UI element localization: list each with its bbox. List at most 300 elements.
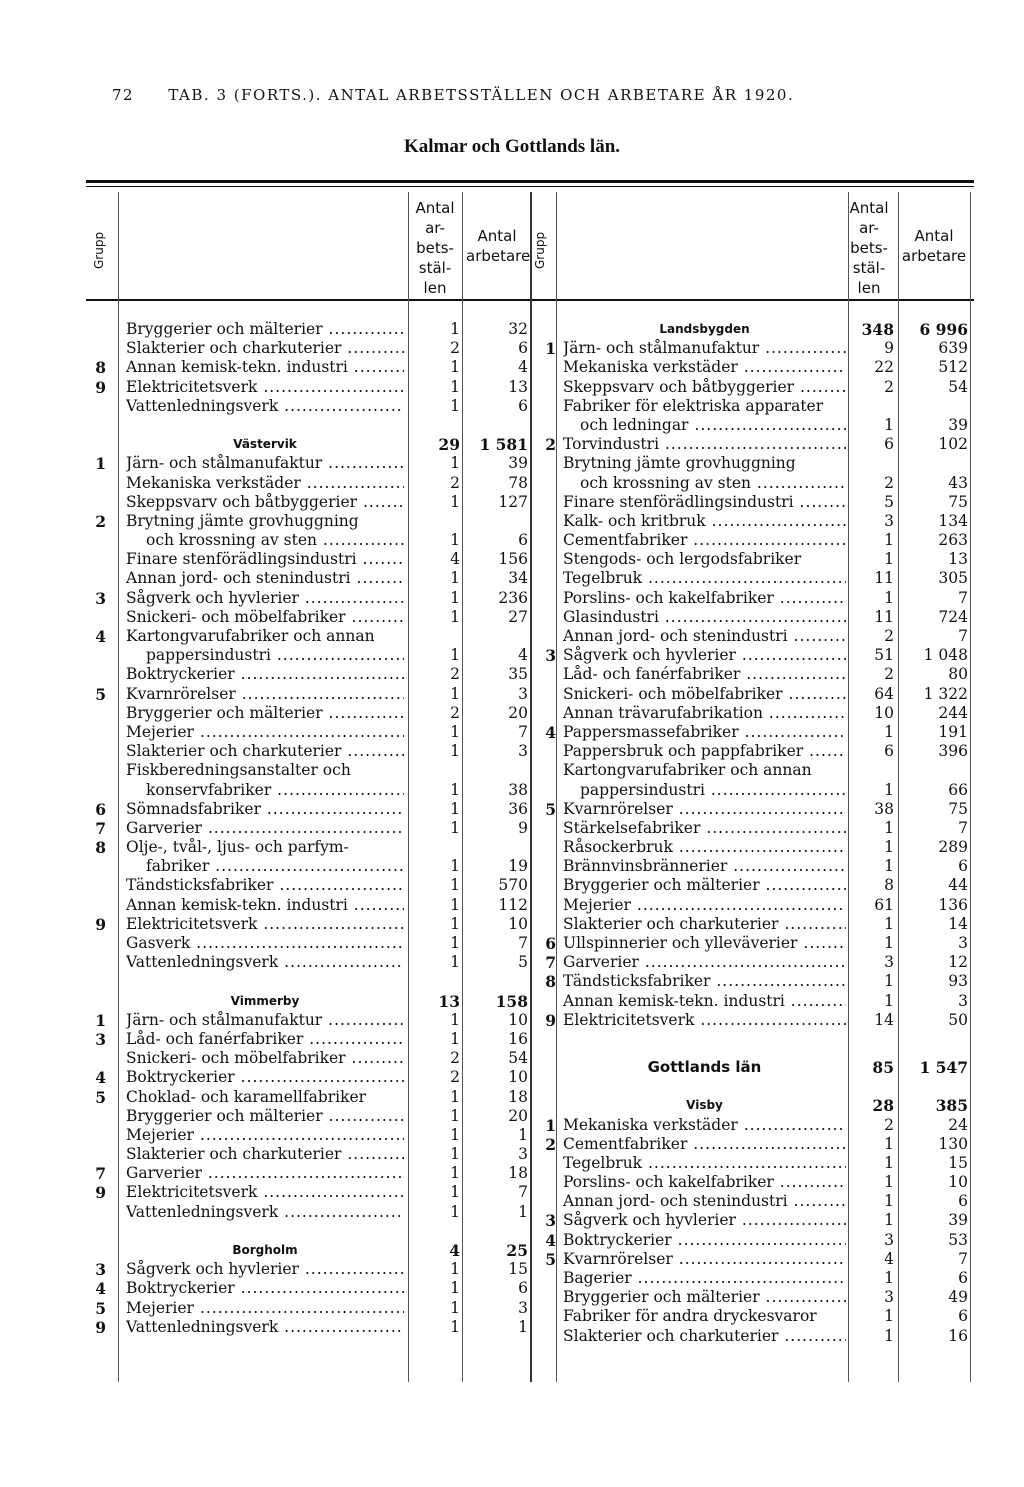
workplaces-count: 1 bbox=[450, 377, 460, 396]
workers-count: 75 bbox=[948, 492, 968, 511]
workers-count: 50 bbox=[948, 1010, 968, 1029]
row-spacer bbox=[0, 1030, 1024, 1058]
workers-count: 191 bbox=[938, 722, 968, 741]
industry-name: Finare stenförädlingsindustri ..... bbox=[126, 550, 404, 569]
workplaces-count: 1 bbox=[450, 358, 460, 377]
workplaces-count: 1 bbox=[884, 780, 894, 799]
workplaces-count: 1 bbox=[450, 818, 460, 837]
workers-count: 39 bbox=[508, 454, 528, 473]
workplaces-count: 28 bbox=[872, 1096, 894, 1116]
industry-name: Elektricitetsverk ..... bbox=[126, 1183, 404, 1202]
workplaces-count: 1 bbox=[450, 1260, 460, 1279]
table-row bbox=[0, 474, 1024, 493]
table-row bbox=[0, 608, 1024, 627]
workers-count: 6 996 bbox=[919, 320, 968, 339]
workers-count: 3 bbox=[518, 1145, 528, 1164]
top-rule-thin bbox=[86, 186, 974, 187]
workplaces-count: 1 bbox=[450, 1106, 460, 1125]
table-row bbox=[0, 454, 1024, 473]
industry-name: Bryggerier och mälterier ..... bbox=[126, 320, 404, 339]
header-antal-arbetsstallen-left: Antal ar- bets- stäl- len bbox=[415, 199, 455, 297]
workplaces-count: 1 bbox=[884, 1153, 894, 1172]
workers-count: 289 bbox=[938, 838, 968, 857]
workers-count: 6 bbox=[958, 1307, 968, 1326]
table-row bbox=[0, 435, 1024, 454]
workplaces-count: 1 bbox=[884, 914, 894, 933]
industry-name: Stengods- och lergodsfabriker bbox=[563, 550, 802, 569]
industry-name: Slakterier och charkuterier ..... bbox=[563, 1327, 846, 1346]
table-row bbox=[0, 896, 1024, 915]
industry-name: Vattenledningsverk ..... bbox=[126, 397, 404, 416]
workers-count: 1 bbox=[518, 1125, 528, 1144]
industry-name: Stärkelsefabriker ..... bbox=[563, 819, 846, 838]
industry-name: Bryggerier och mälterier ..... bbox=[563, 1288, 846, 1307]
workers-count: 16 bbox=[508, 1029, 528, 1048]
industry-name: Boktryckerier ..... bbox=[126, 665, 404, 684]
table-row bbox=[0, 857, 1024, 876]
workers-count: 19 bbox=[508, 857, 528, 876]
workplaces-count: 1 bbox=[884, 415, 894, 434]
industry-name: Kvarnrörelser ..... bbox=[563, 1250, 846, 1269]
row-spacer bbox=[0, 1077, 1024, 1096]
workplaces-count: 2 bbox=[450, 665, 460, 684]
industry-name: Fiskberedningsanstalter och bbox=[126, 761, 351, 780]
workers-count: 10 bbox=[948, 1173, 968, 1192]
industry-name: Bagerier ..... bbox=[563, 1269, 846, 1288]
table-row bbox=[0, 378, 1024, 397]
table-row bbox=[0, 1173, 1024, 1192]
industry-name: Låd- och fanérfabriker ..... bbox=[563, 665, 846, 684]
page-header bbox=[112, 86, 794, 104]
workplaces-count: 61 bbox=[874, 895, 894, 914]
table-row bbox=[0, 416, 1024, 435]
workers-count: 244 bbox=[938, 703, 968, 722]
workplaces-count: 1 bbox=[450, 320, 460, 338]
group-number: 7 bbox=[545, 953, 556, 973]
workers-count: 20 bbox=[508, 1106, 528, 1125]
workers-count: 54 bbox=[508, 1049, 528, 1068]
workplaces-count: 1 bbox=[450, 934, 460, 952]
workers-count: 724 bbox=[938, 607, 968, 626]
workplaces-count: 1 bbox=[450, 780, 460, 799]
industry-name: Annan jord- och stenindustri ..... bbox=[563, 627, 846, 646]
table-row bbox=[0, 723, 1024, 742]
subheading-row bbox=[0, 1058, 1024, 1077]
industry-name: Elektricitetsverk ..... bbox=[126, 378, 404, 397]
workers-count: 6 bbox=[518, 531, 528, 550]
industry-name: Bryggerier och mälterier ..... bbox=[126, 704, 404, 723]
table-row bbox=[0, 339, 1024, 358]
industry-name: Brytning jämte grovhuggning bbox=[126, 511, 359, 530]
workplaces-count: 1 bbox=[450, 857, 460, 876]
group-number: 1 bbox=[545, 1115, 556, 1135]
workplaces-count: 4 bbox=[884, 1249, 894, 1268]
industry-name: Tegelbruk ..... bbox=[563, 569, 846, 588]
workers-count: 13 bbox=[948, 550, 968, 569]
group-number: 1 bbox=[95, 454, 106, 474]
table-row bbox=[0, 915, 1024, 934]
place-name: Gottlands län bbox=[647, 1057, 762, 1076]
workplaces-count: 1 bbox=[884, 934, 894, 952]
workers-count: 4 bbox=[518, 646, 528, 665]
workplaces-count: 348 bbox=[861, 320, 894, 339]
industry-name: Vattenledningsverk ..... bbox=[126, 1203, 404, 1222]
subheading-row bbox=[0, 1096, 1024, 1115]
workers-count: 54 bbox=[948, 377, 968, 396]
industry-name: Brännvinsbrännerier ..... bbox=[563, 857, 846, 876]
table-row bbox=[0, 876, 1024, 895]
workers-count: 1 581 bbox=[479, 435, 528, 455]
workers-count: 156 bbox=[498, 550, 528, 569]
workplaces-count: 1 bbox=[450, 1183, 460, 1202]
group-number: 9 bbox=[545, 1010, 556, 1030]
table-row bbox=[0, 1192, 1024, 1211]
workplaces-count: 1 bbox=[884, 1173, 894, 1192]
group-number: 3 bbox=[95, 1260, 106, 1280]
workplaces-count: 1 bbox=[450, 742, 460, 761]
industry-name: Gasverk ..... bbox=[126, 934, 404, 953]
group-number: 9 bbox=[95, 1183, 106, 1203]
industry-name: Fabriker för andra dryckesvaror bbox=[563, 1307, 817, 1326]
industry-name: och ledningar ..... bbox=[580, 416, 846, 435]
table-row bbox=[0, 493, 1024, 512]
workplaces-count: 1 bbox=[884, 1326, 894, 1345]
workers-count: 44 bbox=[948, 876, 968, 895]
workers-count: 4 bbox=[518, 358, 528, 377]
group-number: 8 bbox=[545, 972, 556, 992]
industry-name: Kvarnrörelser ..... bbox=[126, 685, 404, 704]
industry-name: Kartongvarufabriker och annan bbox=[563, 761, 812, 780]
workers-count: 15 bbox=[948, 1153, 968, 1172]
workers-count: 5 bbox=[518, 953, 528, 972]
table-row bbox=[0, 1307, 1024, 1326]
industry-name: Mejerier ..... bbox=[126, 1126, 404, 1145]
industry-name: Vattenledningsverk ..... bbox=[126, 953, 404, 972]
workers-count: 49 bbox=[948, 1288, 968, 1307]
workers-count: 7 bbox=[518, 934, 528, 952]
workers-count: 102 bbox=[938, 435, 968, 454]
industry-name: Boktryckerier ..... bbox=[126, 1068, 404, 1087]
workplaces-count: 85 bbox=[872, 1057, 894, 1077]
group-number: 3 bbox=[95, 588, 106, 608]
industry-name: Cementfabriker ..... bbox=[563, 531, 846, 550]
workplaces-count: 1 bbox=[450, 953, 460, 972]
table-row bbox=[0, 550, 1024, 569]
industry-name: Tändsticksfabriker ..... bbox=[126, 876, 404, 895]
workplaces-count: 1 bbox=[450, 569, 460, 588]
group-number: 4 bbox=[95, 627, 106, 646]
industry-name: Porslins- och kakelfabriker ..... bbox=[563, 589, 846, 608]
workplaces-count: 1 bbox=[450, 1145, 460, 1164]
workplaces-count: 2 bbox=[884, 377, 894, 396]
workplaces-count: 1 bbox=[450, 492, 460, 511]
workers-count: 34 bbox=[508, 569, 528, 588]
workers-count: 27 bbox=[508, 607, 528, 626]
industry-name: fabriker ..... bbox=[146, 857, 404, 876]
industry-name: pappersindustri ..... bbox=[580, 781, 846, 800]
workplaces-count: 51 bbox=[874, 646, 894, 665]
workplaces-count: 1 bbox=[450, 1010, 460, 1029]
industry-name: Kvarnrörelser ..... bbox=[563, 800, 846, 819]
table-row bbox=[0, 512, 1024, 531]
workplaces-count: 1 bbox=[450, 646, 460, 665]
group-number: 5 bbox=[95, 1087, 106, 1107]
workers-count: 3 bbox=[518, 742, 528, 761]
workplaces-count: 2 bbox=[450, 1049, 460, 1068]
workers-count: 639 bbox=[938, 339, 968, 358]
workers-count: 18 bbox=[508, 1164, 528, 1183]
workplaces-count: 1 bbox=[450, 1317, 460, 1336]
industry-name: Annan kemisk-tekn. industri ..... bbox=[563, 992, 846, 1011]
workers-count: 93 bbox=[948, 972, 968, 991]
industry-name: pappersindustri ..... bbox=[146, 646, 404, 665]
table-row bbox=[0, 704, 1024, 723]
section-title: Kalmar och Gottlands län. bbox=[403, 136, 621, 157]
table-row bbox=[0, 397, 1024, 416]
workplaces-count: 1 bbox=[450, 588, 460, 607]
workplaces-count: 1 bbox=[450, 1029, 460, 1048]
table-row bbox=[0, 1011, 1024, 1030]
industry-name: Glasindustri ..... bbox=[563, 608, 846, 627]
workplaces-count: 1 bbox=[450, 396, 460, 415]
workers-count: 3 bbox=[518, 1298, 528, 1317]
workers-count: 7 bbox=[518, 1183, 528, 1202]
workplaces-count: 1 bbox=[450, 1279, 460, 1298]
workers-count: 10 bbox=[508, 914, 528, 933]
workplaces-count: 6 bbox=[884, 435, 894, 454]
workers-count: 385 bbox=[935, 1096, 968, 1116]
workplaces-count: 1 bbox=[884, 1307, 894, 1326]
industry-name: Sågverk och hyvlerier ..... bbox=[563, 646, 846, 665]
workplaces-count: 1 bbox=[884, 838, 894, 857]
table-row bbox=[0, 646, 1024, 665]
group-number: 1 bbox=[95, 1010, 106, 1030]
workers-count: 39 bbox=[948, 1211, 968, 1230]
workplaces-count: 1 bbox=[450, 1087, 460, 1106]
workplaces-count: 1 bbox=[450, 1164, 460, 1183]
workplaces-count: 29 bbox=[438, 435, 460, 455]
place-name: Borgholm bbox=[232, 1243, 298, 1257]
place-name: Vimmerby bbox=[230, 993, 300, 1008]
industry-name: Ullspinnerier och ylleväverier ..... bbox=[563, 934, 846, 953]
workers-count: 263 bbox=[938, 531, 968, 550]
workplaces-count: 38 bbox=[874, 799, 894, 818]
workplaces-count: 2 bbox=[450, 1068, 460, 1087]
industry-name: Slakterier och charkuterier ..... bbox=[126, 742, 404, 761]
industry-name: Järn- och stålmanufaktur ..... bbox=[563, 339, 846, 358]
group-number: 9 bbox=[95, 914, 106, 934]
industry-name: Kartongvarufabriker och annan bbox=[126, 627, 375, 645]
table-row bbox=[0, 665, 1024, 684]
workers-count: 127 bbox=[498, 492, 528, 511]
workers-count: 24 bbox=[948, 1115, 968, 1134]
industry-name: Skeppsvarv och båtbyggerier ..... bbox=[563, 378, 846, 397]
table-row bbox=[0, 800, 1024, 819]
group-number: 5 bbox=[545, 799, 556, 819]
industry-name: Sömnadsfabriker ..... bbox=[126, 800, 404, 819]
workers-count: 7 bbox=[958, 588, 968, 607]
top-rule bbox=[86, 180, 974, 183]
place-name: Landsbygden bbox=[659, 322, 750, 336]
page-number: 72 bbox=[112, 86, 135, 104]
workers-count: 6 bbox=[958, 1269, 968, 1287]
place-name: Visby bbox=[686, 1098, 723, 1113]
table-row bbox=[0, 589, 1024, 608]
table-row bbox=[0, 1231, 1024, 1250]
workers-count: 6 bbox=[958, 857, 968, 876]
industry-name: Bryggerier och mälterier ..... bbox=[563, 876, 846, 895]
industry-name: Elektricitetsverk ..... bbox=[126, 915, 404, 934]
workers-count: 16 bbox=[948, 1326, 968, 1345]
workers-count: 78 bbox=[508, 473, 528, 492]
workers-count: 1 048 bbox=[923, 646, 968, 665]
group-number: 5 bbox=[545, 1249, 556, 1269]
industry-name: Kalk- och kritbruk ..... bbox=[563, 512, 846, 531]
group-number: 9 bbox=[95, 377, 106, 397]
table-row bbox=[0, 531, 1024, 550]
workers-count: 158 bbox=[495, 991, 528, 1011]
industry-name: och krossning av sten ..... bbox=[146, 531, 404, 550]
group-number: 6 bbox=[545, 934, 556, 953]
industry-name: Garverier ..... bbox=[563, 953, 846, 972]
industry-name: Tändsticksfabriker ..... bbox=[563, 972, 846, 991]
workers-count: 36 bbox=[508, 799, 528, 818]
place-name: Västervik bbox=[233, 437, 297, 452]
table-row bbox=[0, 934, 1024, 953]
industry-name: Choklad- och karamellfabriker bbox=[126, 1087, 367, 1106]
workplaces-count: 1 bbox=[884, 991, 894, 1010]
workplaces-count: 1 bbox=[450, 799, 460, 818]
workplaces-count: 1 bbox=[884, 857, 894, 876]
table-row bbox=[0, 972, 1024, 991]
table-heading: TAB. 3 (FORTS.). ANTAL ARBETSSTÄLLEN OCH ARBETARE ÅR 1920. bbox=[168, 86, 795, 104]
table-row bbox=[0, 1211, 1024, 1230]
workers-count: 9 bbox=[518, 818, 528, 837]
workers-count: 38 bbox=[508, 780, 528, 799]
industry-name: Snickeri- och möbelfabriker ..... bbox=[126, 1049, 404, 1068]
group-number: 7 bbox=[95, 818, 106, 838]
workers-count: 7 bbox=[958, 627, 968, 645]
industry-name: Råsockerbruk ..... bbox=[563, 838, 846, 857]
industry-name: Bryggerier och mälterier ..... bbox=[126, 1107, 404, 1126]
group-number: 7 bbox=[95, 1164, 106, 1184]
group-number: 3 bbox=[545, 646, 556, 666]
group-number: 2 bbox=[545, 435, 556, 455]
group-number: 1 bbox=[545, 339, 556, 359]
group-number: 5 bbox=[95, 684, 106, 704]
workplaces-count: 1 bbox=[884, 722, 894, 741]
workers-count: 1 547 bbox=[919, 1057, 968, 1077]
industry-name: Pappersbruk och pappfabriker ..... bbox=[563, 742, 846, 761]
workers-count: 25 bbox=[506, 1241, 528, 1260]
workers-count: 236 bbox=[498, 588, 528, 607]
workplaces-count: 1 bbox=[450, 876, 460, 895]
workplaces-count: 1 bbox=[884, 588, 894, 607]
industry-name: Annan trävarufabrikation ..... bbox=[563, 704, 846, 723]
industry-name: Järn- och stålmanufaktur ..... bbox=[126, 454, 404, 473]
industry-name: Skeppsvarv och båtbyggerier ..... bbox=[126, 493, 404, 512]
industry-name: Torvindustri ..... bbox=[563, 435, 846, 454]
workplaces-count: 1 bbox=[450, 914, 460, 933]
workers-count: 7 bbox=[958, 818, 968, 837]
industry-name: Garverier ..... bbox=[126, 819, 404, 838]
workers-count: 3 bbox=[958, 934, 968, 952]
industry-name: Boktryckerier ..... bbox=[563, 1231, 846, 1250]
workers-count: 6 bbox=[518, 339, 528, 358]
workplaces-count: 8 bbox=[884, 876, 894, 895]
group-number: 8 bbox=[95, 838, 106, 858]
workers-count: 75 bbox=[948, 799, 968, 818]
industry-name: Annan jord- och stenindustri ..... bbox=[126, 569, 404, 588]
industry-name: Vattenledningsverk ..... bbox=[126, 1318, 404, 1337]
workplaces-count: 2 bbox=[884, 473, 894, 492]
group-number: 4 bbox=[95, 1068, 106, 1088]
workplaces-count: 2 bbox=[884, 1115, 894, 1134]
workplaces-count: 2 bbox=[884, 627, 894, 645]
industry-name: Sågverk och hyvlerier ..... bbox=[126, 589, 404, 608]
industry-name: Mejerier ..... bbox=[126, 723, 404, 742]
workplaces-count: 1 bbox=[884, 818, 894, 837]
workers-count: 15 bbox=[508, 1260, 528, 1279]
workplaces-count: 10 bbox=[874, 703, 894, 722]
workers-count: 112 bbox=[498, 895, 528, 914]
group-number: 2 bbox=[95, 511, 106, 531]
workers-count: 6 bbox=[518, 1279, 528, 1298]
workers-count: 18 bbox=[508, 1087, 528, 1106]
industry-name: Slakterier och charkuterier ..... bbox=[126, 339, 404, 358]
table-row bbox=[0, 1135, 1024, 1154]
industry-name: Låd- och fanérfabriker ..... bbox=[126, 1030, 404, 1049]
workplaces-count: 2 bbox=[884, 665, 894, 684]
workplaces-count: 1 bbox=[450, 1298, 460, 1317]
workers-count: 10 bbox=[508, 1068, 528, 1087]
table-row bbox=[0, 569, 1024, 588]
table-row bbox=[0, 742, 1024, 761]
table-row bbox=[0, 1154, 1024, 1173]
industry-name: Porslins- och kakelfabriker ..... bbox=[563, 1173, 846, 1192]
industry-name: Fabriker för elektriska apparater bbox=[563, 396, 824, 415]
industry-name: och krossning av sten ..... bbox=[580, 474, 846, 493]
industry-name: Elektricitetsverk ..... bbox=[563, 1011, 846, 1030]
workplaces-count: 22 bbox=[874, 358, 894, 377]
table-row bbox=[0, 1269, 1024, 1288]
workplaces-count: 3 bbox=[884, 1288, 894, 1307]
header-antal-arbetsstallen-right: Antal ar- bets- stäl- len bbox=[849, 199, 889, 297]
industry-name: Brytning jämte grovhuggning bbox=[563, 454, 796, 473]
workers-count: 66 bbox=[948, 780, 968, 799]
workers-count: 14 bbox=[948, 914, 968, 933]
industry-name: Pappersmassefabriker ..... bbox=[563, 723, 846, 742]
workplaces-count: 3 bbox=[884, 1230, 894, 1249]
workers-count: 20 bbox=[508, 703, 528, 722]
workers-count: 305 bbox=[938, 569, 968, 588]
workers-count: 512 bbox=[938, 358, 968, 377]
workers-count: 130 bbox=[938, 1134, 968, 1153]
table-row bbox=[0, 1116, 1024, 1135]
industry-name: Tegelbruk ..... bbox=[563, 1154, 846, 1173]
header-grupp-right: Grupp bbox=[533, 231, 547, 269]
workplaces-count: 1 bbox=[884, 531, 894, 550]
workplaces-count: 1 bbox=[884, 1192, 894, 1211]
table-row bbox=[0, 838, 1024, 857]
group-number: 6 bbox=[95, 799, 106, 819]
workplaces-count: 3 bbox=[884, 953, 894, 972]
group-number: 3 bbox=[545, 1211, 556, 1231]
workers-count: 1 bbox=[518, 1202, 528, 1221]
group-number: 4 bbox=[95, 1279, 106, 1299]
group-number: 5 bbox=[95, 1298, 106, 1318]
subheading-row bbox=[0, 320, 1024, 339]
